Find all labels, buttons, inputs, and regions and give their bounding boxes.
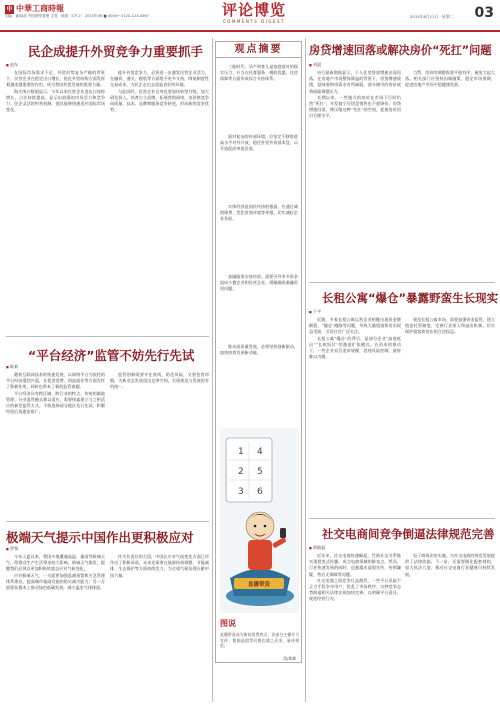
article-5-body-col-1	[309, 317, 401, 513]
section-title-en: COMMENTS DIGEST	[223, 19, 285, 24]
article-5-body-col-2	[405, 317, 495, 513]
article-5-headline: 长租公寓“爆仓”暴露野蛮生长现实	[322, 291, 499, 305]
viewpoint-title: 观点摘要	[216, 42, 301, 58]
paragraph: 随着互联网技术的快速发展，以网络平台为依托的平台经济蓬勃兴起，在促进消费、创造就业等方面发挥了积极作用，同时也带来了新的监管难题。	[6, 372, 105, 390]
brand-mark-icon: 中	[6, 6, 13, 13]
viewpoint-item: 实体经济是国民经济的根基，应通过减税降费、优化营商环境等举措，切实减轻企业负担。	[220, 204, 298, 222]
article-2-body-col-2	[110, 372, 209, 517]
viewpoint-item: 三胎时代，孕产和育儿是家庭面对的现实压力，应当在托育服务、税收优惠、住房保障等方面形成综合支持体系。	[220, 64, 298, 82]
page-number: 03	[474, 5, 494, 21]
article-4-body-col-1	[309, 70, 401, 276]
cartoon-caption: 直播带货成为新的消费热点，但部分主播夸大宣传、数据造假等问题也随之而来，亟待规范。	[220, 632, 299, 649]
cartoon-number: 3	[238, 487, 244, 497]
divider	[6, 521, 209, 522]
viewpoint-item: 金融服务实体经济，需要引导更多资金流向小微企业和民营企业，缓解融资难融资贵问题。	[220, 274, 298, 292]
article-1-byline: ■ 赵东	[6, 62, 18, 68]
caption-heading: 图说	[220, 619, 236, 628]
article-2-headline: “平台经济”监管不妨先行先试	[28, 348, 195, 363]
cartoon-banner: 直播带货	[247, 582, 271, 588]
paragraph: 海关统计数据显示，今年以来民营企业进出口保持增长，占比持续提高，显示出较强的市场活力和竞争力。民企灵活的经营机制，使其能够快速适应国际市场变化。	[6, 88, 105, 113]
paragraph: 电子商务法的实施，为社交电商的规范发展提供了法律依据。下一步，还需要细化配套规则，加大执法力度，推动社交电商行业健康可持续发展。	[405, 553, 495, 577]
divider	[6, 336, 209, 337]
paragraph: 当然，房价的调整需要平稳有序，避免大起大落。相关部门应坚持因城施策，稳定市场预期，促进房地产市场平稳健康发展。	[405, 70, 495, 88]
divider	[309, 518, 495, 519]
cartoon-illustration	[220, 428, 299, 613]
cartoon-number: 6	[257, 487, 263, 497]
viewpoint-box	[215, 41, 302, 663]
masthead	[0, 0, 500, 32]
cartoon-number: 1	[238, 447, 244, 457]
paragraph: 作为负责任的大国，中国在应对气候变化方面已经作出了积极承诺，未来还需要在能源结构调整、节能减排、生态保护等方面持续发力，为全球气候治理贡献中国力量。	[110, 554, 209, 578]
viewpoint-item: 面对复杂的外部环境，应坚定不移推进高水平对外开放，稳住外贸外资基本盘，以开放促改革促发展。	[220, 134, 298, 152]
paragraph: 与此同时，民营企业自身也要加快转型升级，加大研发投入，培育自主品牌，拓展营销网络，由价格竞争向质量、技术、品牌和服务竞争转变，形成新的竞争优势。	[110, 88, 209, 113]
paragraph: 近期，多家长租公寓运营企业相继出现资金链断裂、“爆仓”跑路等问题，导致大量租客和房东权益受损，引发社会广泛关注。	[309, 317, 401, 335]
article-4-body-col-2	[405, 70, 495, 276]
paragraph: 今年入夏以来，我国多地遭遇高温、暴雨等极端天气，给群众生产生活带来较大影响。极端天气频发，提醒我们必须以更加积极的姿态应对气候变化。	[6, 554, 105, 572]
paragraph: 监管创新既要守住底线，防范风险，又要包容审慎，为新业态发展留出足够空间，实现规范与发展的有机统一。	[110, 372, 209, 390]
article-3-body-col-1	[6, 554, 105, 700]
issue-date: 2015年8月11日 · 星期二	[410, 14, 454, 19]
column-divider	[305, 38, 306, 702]
article-4-headline: 房贷增速回落或解决房价“死扛”问题	[309, 44, 492, 57]
column-divider	[212, 38, 213, 702]
paragraph: 应对极端天气，一方面要加强监测预警和应急管理体系建设，提高城市基础设施的防灾减灾能力；另一方面要从根本上推动绿色低碳发展，减少温室气体排放。	[6, 572, 105, 591]
editorial-cartoon	[220, 428, 299, 613]
article-6-byline: ■ 胡晓磊	[309, 545, 325, 551]
newspaper-brand	[5, 3, 64, 14]
article-6-headline: 社交电商间竞争倒逼法律规范完善	[322, 527, 495, 541]
article-2-byline: ■ 陈新	[6, 364, 18, 370]
section-title	[218, 2, 290, 24]
article-3-headline: 极端天气提示中国作出更积极应对	[6, 530, 194, 545]
cartoon-author: 图/郑峰	[283, 656, 296, 661]
paragraph: 提升外贸竞争力，必须进一步激发民营企业活力，在融资、通关、税收等方面给予更多支持，降低制度性交易成本，为民企走出去创造良好的环境。	[110, 70, 209, 88]
paragraph: 长期以来，一些地方的房价在市场下行时仍然“死扛”，开发商宁可捂盘惜售也不愿降价。房贷增速回落，将压缩这种“死扛”的空间，促使房价回归合理水平。	[309, 94, 401, 119]
brand-name: 中華工商時報	[16, 4, 64, 13]
article-3-body-col-2	[110, 554, 209, 700]
cartoon-number: 5	[257, 467, 263, 477]
paragraph: 规范长租公寓市场，需要加强资金监管，建立租金托管制度，完善行业准入和退出机制，切实保护租客和房东的合法权益。	[405, 317, 495, 335]
paragraph: 社交电商之间竞争日益激烈，一些平台采取不正当手段争夺用户，扰乱了市场秩序。这种竞争态势倒逼相关法律法规加快完善，以明确平台责任、规范经营行为。	[309, 577, 401, 602]
paragraph: 近年来，社交电商快速崛起，凭借社交关系链实现裂变式传播，成为电商领域的新亮点。然而，行业快速发展的同时，也暴露出虚假宣传、传销嫌疑、售后无保障等问题。	[309, 553, 401, 577]
article-2-body-col-1	[6, 372, 105, 517]
article-1-body-col-1	[6, 70, 105, 330]
cartoon-number: 4	[257, 447, 263, 457]
cartoon-number: 2	[238, 467, 244, 477]
article-4-byline: ■ 刘晨	[309, 62, 321, 68]
paragraph: 长租公寓“爆仓”的背后，是部分企业“高进低出”“长收短付”的激进扩张模式。在资本的推动下，一些企业盲目追求规模，忽视风险控制，最终难以为继。	[309, 335, 401, 360]
divider	[309, 282, 495, 283]
article-1-body-col-2	[110, 70, 209, 330]
paragraph: 平台经济具有跨区域、跨行业的特点，传统的属地管理、分业监管模式难以适应，需要探索建立与之相适应的新型监管方式。不妨选择部分地区先行先试，积累经验后再逐步推广。	[6, 390, 105, 415]
viewpoint-item: 推动高质量发展，必须坚持创新驱动，加快培育发展新动能。	[220, 344, 298, 356]
article-6-body-col-1	[309, 553, 401, 701]
masthead-info: 国际：新闻部 中国网络管理 主管：联系（CP-1） 2015年06 ■ 4000+ 0120-123-4567	[5, 14, 149, 18]
article-5-byline: ■ 于平	[309, 309, 321, 315]
article-1-headline: 民企成提升外贸竞争力重要抓手	[28, 44, 204, 59]
article-3-byline: ■ 罗黎	[6, 546, 18, 552]
paragraph: 在国际市场需求不足、外贸形势复杂严峻的背景下，民营企业在稳定出口增长、优化外贸结构方面发挥着越来越重要的作用，成为我国外贸发展的重要力量。	[6, 70, 105, 88]
article-6-body-col-2	[405, 553, 495, 701]
paragraph: 央行最新数据显示，个人住房贷款增速出现回落。在房地产市场整体降温的背景下，房贷增速放缓，意味着购房需求有所减弱，部分城市的房价或将面临调整压力。	[309, 70, 401, 94]
section-title-zh: 评论博览	[221, 1, 286, 19]
